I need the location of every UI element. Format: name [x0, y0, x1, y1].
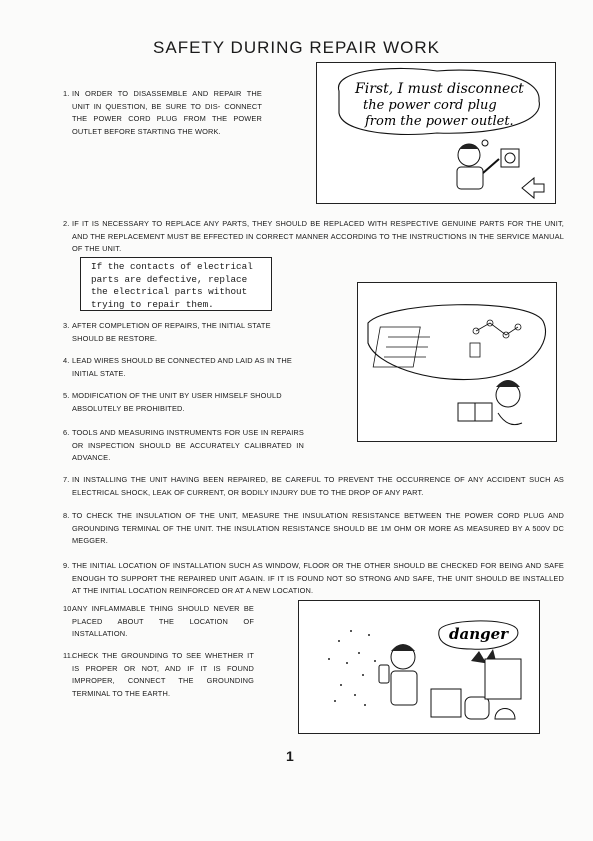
note-line: trying to repair them.: [91, 298, 214, 310]
list-item: [63, 650, 254, 700]
item-text: AFTER COMPLETION OF REPAIRS, THE INITIAL STATE SHOULD BE RESTORE.: [72, 321, 271, 343]
cartoon-reading-manual-icon: [358, 283, 556, 441]
list-item: [63, 355, 304, 380]
item-text: LEAD WIRES SHOULD BE CONNECTED AND LAID AS IN THE INITIAL STATE.: [72, 356, 292, 378]
item-text: IN ORDER TO DISASSEMBLE AND REPAIR THE UNIT IN QUESTION, BE SURE TO DIS- CONNECT THE POWER CORD PLUG FROM THE POWER OUTLET BEFORE STARTING THE WORK.: [72, 89, 262, 136]
list-item: [63, 390, 312, 415]
item-number: 8.: [63, 511, 70, 520]
illustration-danger-spray: [298, 600, 540, 734]
illustration-circuit-board: [357, 282, 557, 442]
item-text: CHECK THE GROUNDING TO SEE WHETHER IT IS PROPER OR NOT, AND IF IT IS FOUND IMPROPER, CONNECT THE GROUNDING TERMINAL TO THE EARTH.: [72, 651, 254, 698]
bubble1-line1: First, I must disconnect: [355, 81, 524, 97]
item-text: TOOLS AND MEASURING INSTRUMENTS FOR USE IN REPAIRS OR INSPECTION SHOULD BE ACCURATELY CALIBRATED IN ADVANCE.: [72, 428, 304, 462]
note-line: parts are defective, replace: [91, 273, 248, 285]
item-text: MODIFICATION OF THE UNIT BY USER HIMSELF SHOULD ABSOLUTELY BE PROHIBITED.: [72, 391, 282, 413]
list-item: [63, 88, 262, 138]
bubble1-line2: the power cord plug: [363, 98, 497, 113]
list-item: [63, 603, 254, 641]
item-number: 1.: [63, 89, 70, 98]
list-item: [63, 427, 304, 465]
cartoon-technician-icon: [317, 63, 555, 203]
danger-label: danger: [449, 625, 509, 643]
item-number: 5.: [63, 391, 70, 400]
note-box: [80, 257, 272, 311]
list-item: [63, 510, 564, 548]
page-title: SAFETY DURING REPAIR WORK: [153, 38, 440, 57]
item-number: 2.: [63, 219, 70, 228]
bubble1-line3: from the power outlet.: [365, 114, 514, 129]
list-item: [63, 560, 564, 598]
note-line: If the contacts of electrical: [91, 261, 253, 272]
item-text: TO CHECK THE INSULATION OF THE UNIT, MEASURE THE INSULATION RESISTANCE BETWEEN THE POWER CORD PLUG AND GROUNDING TERMINAL OF THE UNIT. THE INSULATION RESISTANCE SHOULD BE 1M OHM OR MORE AS MEASURED BY A 500V DC MEGGER.: [72, 511, 564, 545]
item-text: ANY INFLAMMABLE THING SHOULD NEVER BE PLACED ABOUT THE LOCATION OF INSTALLATION.: [72, 604, 254, 638]
note-line: the electrical parts without: [91, 286, 248, 297]
item-number: 4.: [63, 356, 70, 365]
list-item: [63, 474, 564, 499]
item-number: 10.: [63, 604, 74, 613]
item-text: IF IT IS NECESSARY TO REPLACE ANY PARTS, THEY SHOULD BE REPLACED WITH RESPECTIVE GENUINE PARTS FOR THE UNIT, AND THE REPLACEMENT MUST BE EFFECTED IN CORRECT MANNER ACCORDING TO THE INSTRUCTIONS IN THE SERVICE MANUAL OF THE UNIT.: [72, 219, 564, 253]
list-item: [63, 218, 564, 256]
item-number: 11.: [63, 651, 74, 660]
item-text: THE INITIAL LOCATION OF INSTALLATION SUCH AS WINDOW, FLOOR OR THE OTHER SHOULD BE CHECKED FOR BEING AND SAFE ENOUGH TO SUPPORT THE REPAIRED UNIT AGAIN. IF IT IS FOUND NOT SO STRONG AND SAFE, THE UNIT SHOULD BE INSTALLED AT THE INITIAL LOCATION REINFORCED OR AT A NEW LOCATION.: [72, 561, 564, 595]
illustration-disconnect-plug: [316, 62, 556, 204]
item-number: 9.: [63, 561, 70, 570]
page-number: 1: [286, 748, 294, 764]
item-number: 3.: [63, 321, 70, 330]
list-item: [63, 320, 304, 345]
item-number: 6.: [63, 428, 70, 437]
item-number: 7.: [63, 475, 70, 484]
item-text: IN INSTALLING THE UNIT HAVING BEEN REPAIRED, BE CAREFUL TO PREVENT THE OCCURRENCE OF ANY ACCIDENT SUCH AS ELECTRICAL SHOCK, LEAK OF CURRENT, OR BODILY INJURY DUE TO THE DROP OF ANY PART.: [72, 475, 564, 497]
cartoon-danger-icon: [299, 601, 539, 733]
